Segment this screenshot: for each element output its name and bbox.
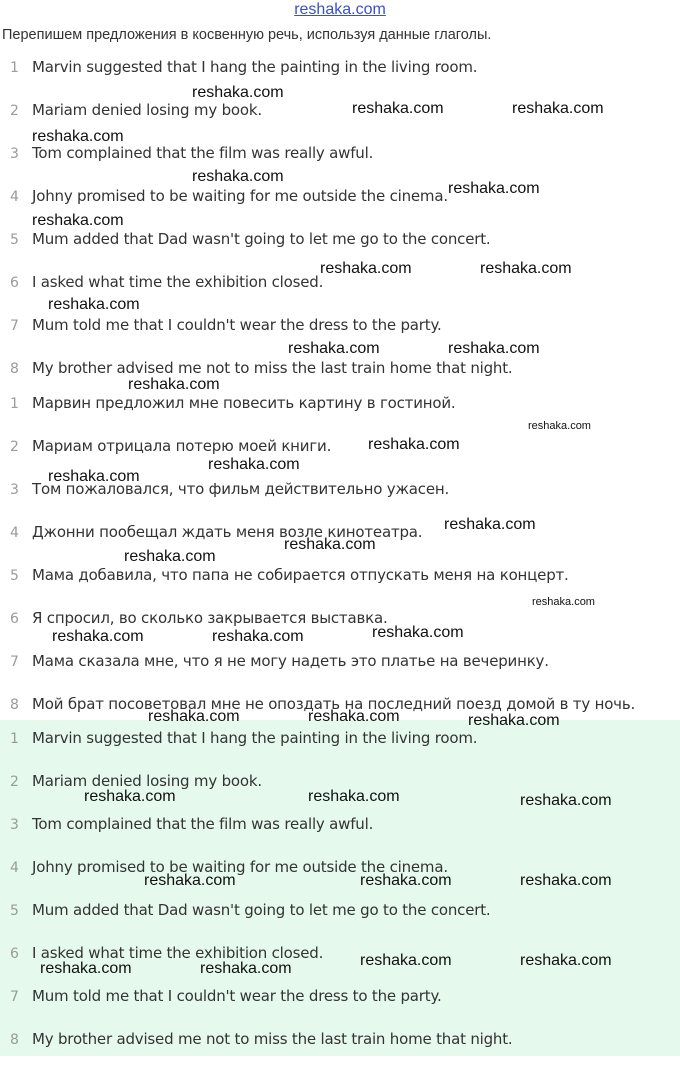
item-number: 5 (10, 232, 19, 248)
item-number: 5 (10, 903, 19, 919)
list-item (0, 769, 680, 812)
item-text: Mum told me that I couldn't wear the dress to the party. (32, 316, 442, 334)
item-text: Tom complained that the film was really awful. (32, 815, 374, 833)
watermark: reshaka.com (288, 340, 380, 357)
item-number: 8 (10, 1032, 19, 1048)
list-item (0, 313, 680, 356)
item-text: Mariam denied losing my book. (32, 101, 262, 119)
item-number: 2 (10, 439, 19, 455)
item-text: My brother advised me not to miss the last train home that night. (32, 359, 513, 377)
item-text: Mariam denied losing my book. (32, 772, 262, 790)
watermark: reshaka.com (520, 952, 612, 969)
list-item (0, 606, 680, 649)
item-text: Джонни пообещал ждать меня возле кинотеатра. (32, 523, 423, 541)
item-number: 4 (10, 525, 19, 541)
list-item (0, 270, 680, 313)
list-item (0, 434, 680, 477)
item-text: Мой брат посоветовал мне не опоздать на последний поезд домой в ту ночь. (32, 695, 636, 713)
list-item (0, 898, 680, 941)
list-item (0, 941, 680, 984)
item-number: 4 (10, 189, 19, 205)
english-sentences (0, 55, 680, 399)
watermark: reshaka.com (212, 628, 304, 645)
item-number: 7 (10, 989, 19, 1005)
watermark: reshaka.com (528, 420, 591, 432)
item-number: 7 (10, 654, 19, 670)
list-item (0, 477, 680, 520)
watermark: reshaka.com (512, 100, 604, 117)
watermark: reshaka.com (520, 792, 612, 809)
item-text: I asked what time the exhibition closed. (32, 944, 324, 962)
site-link[interactable]: reshaka.com (294, 1, 386, 18)
site-header[interactable] (0, 1, 680, 23)
watermark: reshaka.com (32, 128, 124, 145)
item-number: 3 (10, 817, 19, 833)
item-number: 5 (10, 568, 19, 584)
list-item (0, 984, 680, 1027)
item-number: 6 (10, 946, 19, 962)
item-number: 6 (10, 611, 19, 627)
list-item (0, 227, 680, 270)
watermark: reshaka.com (48, 468, 140, 485)
list-item (0, 1027, 680, 1070)
item-number: 2 (10, 774, 19, 790)
watermark: reshaka.com (480, 260, 572, 277)
item-text: Mum added that Dad wasn't going to let me go to the concert. (32, 901, 491, 919)
item-text: Мариам отрицала потерю моей книги. (32, 437, 332, 455)
watermark: reshaka.com (284, 536, 376, 553)
item-number: 2 (10, 103, 19, 119)
item-number: 7 (10, 318, 19, 334)
item-text: Johny promised to be waiting for me outside the cinema. (32, 187, 448, 205)
item-number: 1 (10, 396, 19, 412)
item-text: Мама сказала мне, что я не могу надеть это платье на вечеринку. (32, 652, 549, 670)
watermark: reshaka.com (200, 960, 292, 977)
item-number: 6 (10, 275, 19, 291)
watermark: reshaka.com (532, 596, 595, 608)
list-item (0, 141, 680, 184)
watermark: reshaka.com (40, 960, 132, 977)
item-number: 3 (10, 146, 19, 162)
list-item (0, 649, 680, 692)
item-text: Marvin suggested that I hang the painting in the living room. (32, 58, 478, 76)
watermark: reshaka.com (52, 628, 144, 645)
watermark: reshaka.com (124, 548, 216, 565)
watermark: reshaka.com (32, 212, 124, 229)
item-text: Johny promised to be waiting for me outside the cinema. (32, 858, 448, 876)
watermark: reshaka.com (360, 952, 452, 969)
list-item (0, 184, 680, 227)
list-item (0, 563, 680, 606)
list-item (0, 391, 680, 434)
item-number: 8 (10, 361, 19, 377)
watermark: reshaka.com (48, 296, 140, 313)
watermark: reshaka.com (148, 708, 240, 725)
watermark: reshaka.com (372, 624, 464, 641)
item-text: Mum added that Dad wasn't going to let me go to the concert. (32, 230, 491, 248)
list-item (0, 855, 680, 898)
list-item (0, 98, 680, 141)
item-text: Tom complained that the film was really awful. (32, 144, 374, 162)
watermark: reshaka.com (192, 84, 284, 101)
watermark: reshaka.com (128, 376, 220, 393)
item-number: 4 (10, 860, 19, 876)
list-item (0, 812, 680, 855)
item-text: Мама добавила, что папа не собирается отпускать меня на концерт. (32, 566, 569, 584)
list-item (0, 520, 680, 563)
item-number: 1 (10, 731, 19, 747)
item-text: I asked what time the exhibition closed. (32, 273, 324, 291)
watermark: reshaka.com (448, 340, 540, 357)
item-text: Том пожаловался, что фильм действительно ужасен. (32, 480, 450, 498)
item-text: Marvin suggested that I hang the painting in the living room. (32, 729, 478, 747)
item-number: 8 (10, 697, 19, 713)
item-text: Я спросил, во сколько закрывается выставка. (32, 609, 388, 627)
watermark: reshaka.com (448, 180, 540, 197)
watermark: reshaka.com (368, 436, 460, 453)
watermark: reshaka.com (192, 168, 284, 185)
list-item (0, 726, 680, 769)
watermark: reshaka.com (360, 872, 452, 889)
item-number: 3 (10, 482, 19, 498)
item-text: Марвин предложил мне повесить картину в гостиной. (32, 394, 456, 412)
intro-text: Перепишем предложения в косвенную речь, используя данные глаголы. (2, 27, 492, 43)
watermark: reshaka.com (520, 872, 612, 889)
watermark: reshaka.com (208, 456, 300, 473)
list-item (0, 55, 680, 98)
watermark: reshaka.com (320, 260, 412, 277)
item-text: Mum told me that I couldn't wear the dress to the party. (32, 987, 442, 1005)
watermark: reshaka.com (144, 872, 236, 889)
watermark: reshaka.com (308, 788, 400, 805)
watermark: reshaka.com (444, 516, 536, 533)
watermark: reshaka.com (308, 708, 400, 725)
watermark: reshaka.com (352, 100, 444, 117)
watermark: reshaka.com (84, 788, 176, 805)
item-text: My brother advised me not to miss the last train home that night. (32, 1030, 513, 1048)
watermark: reshaka.com (468, 712, 560, 729)
item-number: 1 (10, 60, 19, 76)
russian-sentences (0, 391, 680, 721)
answer-sentences (0, 720, 680, 1056)
